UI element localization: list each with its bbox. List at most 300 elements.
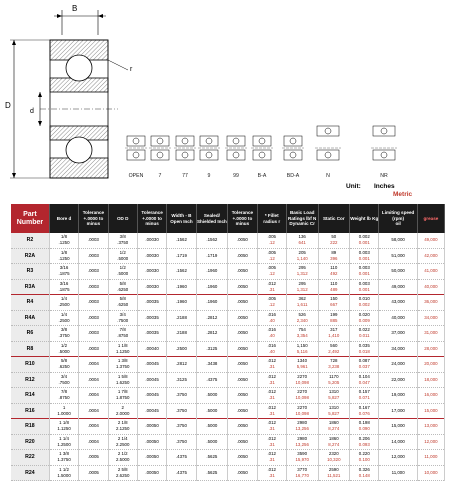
cell-value: .0003: [87, 237, 99, 243]
cell-width-sealed: [196, 341, 228, 357]
cell-value: 2 1/8: [117, 420, 128, 426]
cell-grease: [417, 434, 444, 450]
variant-icon-open: [125, 136, 147, 160]
cell-value: 0.001: [358, 271, 370, 277]
cell-value: 1/4: [60, 311, 68, 317]
cell-value: 0.148: [358, 472, 370, 478]
cell-tol-od: [137, 357, 166, 373]
cell-value: 18,000: [424, 376, 438, 382]
cell-tol-od: [137, 341, 166, 357]
header-dynamic: [286, 204, 318, 233]
header-bore: Bore d: [49, 204, 78, 233]
cell-value: .0050: [236, 376, 248, 382]
cell-value: .0003: [87, 314, 99, 320]
cell-fillet: [257, 295, 286, 311]
cell-static: [318, 388, 350, 404]
cell-od: [108, 279, 137, 295]
cell-weight: [350, 450, 379, 466]
cell-fillet: [257, 341, 286, 357]
cell-dynamic: [286, 326, 318, 342]
cell-bore: [49, 388, 78, 404]
cell-value: 1,312: [296, 286, 308, 292]
cell-width-sealed: [196, 388, 228, 404]
cell-od: [108, 357, 137, 373]
cell-fillet: [257, 419, 286, 435]
cell-value: 1310: [328, 389, 339, 395]
cell-width-sealed: [196, 295, 228, 311]
cell-value: 13,256: [295, 441, 309, 447]
cell-value: .00040: [145, 345, 159, 351]
cell-part: [11, 233, 49, 248]
cell-value: .0003: [87, 299, 99, 305]
cell-value: 885: [330, 317, 338, 323]
cell-value: .1960: [175, 299, 187, 305]
variant-icon-nr: [371, 126, 397, 160]
cell-tol-width: [228, 465, 257, 481]
cell-value: .2812: [206, 314, 218, 320]
cell-value: R3A: [24, 283, 36, 290]
cell-value: 1860: [328, 420, 339, 426]
cell-bore: [49, 341, 78, 357]
variant-icon-b-a: [251, 136, 273, 160]
cell-value: .2812: [206, 330, 218, 336]
cell-value: 0.018: [358, 348, 370, 354]
cell-value: 42,000: [424, 252, 438, 258]
cell-part: [11, 434, 49, 450]
header-grease: [417, 204, 444, 233]
cell-bore: [49, 419, 78, 435]
header-grease-label: grease: [423, 215, 439, 221]
cell-value: 58,000: [391, 237, 405, 243]
cell-tol-width: [228, 434, 257, 450]
cell-value: 0.326: [358, 466, 370, 472]
cell-static: [318, 279, 350, 295]
cell-value: .005: [267, 234, 276, 240]
cell-value: 0.022: [358, 327, 370, 333]
cell-fillet: [257, 372, 286, 388]
cell-static: [318, 233, 350, 248]
cell-value: 1.3750: [57, 457, 71, 463]
cell-width-open: [167, 372, 196, 388]
cell-value: .00030: [145, 283, 159, 289]
table-row: [11, 372, 445, 388]
cell-value: 0.104: [358, 373, 370, 379]
cell-tol-od: [137, 403, 166, 419]
cell-value: 0.220: [358, 451, 370, 457]
cell-weight: [350, 372, 379, 388]
cell-tol-width: [228, 450, 257, 466]
cell-width-sealed: [196, 233, 228, 248]
cell-tol-od: [137, 326, 166, 342]
cell-value: 7/8: [119, 327, 126, 333]
cell-value: .12: [268, 302, 275, 308]
cell-part: [11, 465, 49, 481]
cell-grease: [417, 372, 444, 388]
cell-tol-bore: [79, 419, 108, 435]
cell-value: 317: [330, 327, 338, 333]
cell-value: 560: [330, 342, 338, 348]
cell-value: .012: [267, 466, 276, 472]
cell-value: .3750: [175, 407, 187, 413]
cell-value: 1: [62, 404, 66, 410]
cell-value: 1.6250: [116, 379, 130, 385]
cell-tol-bore: [79, 403, 108, 419]
cell-oil: [379, 341, 417, 357]
cell-value: 17,000: [391, 407, 405, 413]
cell-value: .012: [267, 389, 276, 395]
cell-value: .1960: [206, 268, 218, 274]
cell-bore: [49, 357, 78, 373]
cell-oil: [379, 388, 417, 404]
cell-value: 1 1/8: [59, 420, 69, 426]
cell-fillet: [257, 233, 286, 248]
cell-part: [11, 388, 49, 404]
cell-value: 20,000: [424, 361, 438, 367]
cell-value: 0.002: [358, 234, 370, 240]
cell-bore: [49, 403, 78, 419]
cell-part: [11, 419, 49, 435]
cell-value: 51,000: [391, 252, 405, 258]
label-big-d: D: [5, 101, 11, 110]
cell-dynamic: [286, 233, 318, 248]
cell-width-sealed: [196, 403, 228, 419]
cell-value: .2188: [175, 330, 187, 336]
cell-value: 0.003: [358, 265, 370, 271]
table-row: [11, 310, 445, 326]
cell-value: 0.011: [358, 333, 370, 339]
cell-value: 10,000: [424, 469, 438, 475]
cell-width-sealed: [196, 450, 228, 466]
cell-value: 16,770: [295, 472, 309, 478]
cell-grease: [417, 248, 444, 264]
table-row: [11, 434, 445, 450]
cell-value: .00035: [145, 330, 159, 336]
cell-width-open: [167, 434, 196, 450]
cell-od: [108, 310, 137, 326]
cell-fillet: [257, 248, 286, 264]
cell-tol-bore: [79, 450, 108, 466]
cell-value: 49,000: [391, 283, 405, 289]
cell-value: 5/8: [119, 280, 126, 286]
cell-value: .1875: [58, 271, 70, 277]
cell-od: [108, 341, 137, 357]
cell-value: 5,116: [296, 348, 308, 354]
cell-value: 2,340: [296, 317, 308, 323]
cell-tol-width: [228, 341, 257, 357]
cell-value: .0005: [87, 454, 99, 460]
cell-value: 0.003: [358, 249, 370, 255]
cell-grease: [417, 357, 444, 373]
cell-tol-bore: [79, 434, 108, 450]
cell-value: .12: [268, 240, 275, 246]
cell-weight: [350, 388, 379, 404]
cell-value: 641: [298, 240, 306, 246]
cell-value: 489: [330, 286, 338, 292]
cell-value: R4A: [24, 314, 36, 321]
cell-value: .3125: [206, 345, 218, 351]
cell-value: .005: [267, 249, 276, 255]
cell-dynamic: [286, 248, 318, 264]
cell-width-sealed: [196, 465, 228, 481]
cell-value: 8,274: [328, 426, 340, 432]
cell-value: 1/8: [60, 234, 68, 240]
cell-value: .4375: [175, 469, 187, 475]
cell-part: [11, 357, 49, 373]
cell-value: .6250: [58, 364, 70, 370]
cell-tol-bore: [79, 357, 108, 373]
cell-width-sealed: [196, 326, 228, 342]
cell-value: .3750: [175, 423, 187, 429]
cell-tol-width: [228, 326, 257, 342]
header-open: [167, 204, 196, 233]
cell-value: 0.167: [358, 404, 370, 410]
cell-value: 0.001: [358, 240, 370, 246]
cell-value: 0.020: [358, 311, 370, 317]
cell-value: 1,150: [296, 342, 308, 348]
cell-static: [318, 357, 350, 373]
cell-tol-width: [228, 372, 257, 388]
cell-static: [318, 434, 350, 450]
cell-value: 1 3/8: [117, 358, 128, 364]
table-row: [11, 326, 445, 342]
header-weight: Weight lb Kg: [350, 204, 379, 233]
cell-value: 150: [330, 296, 338, 302]
cell-grease: [417, 310, 444, 326]
cell-value: 1 1/4: [59, 435, 69, 441]
cell-value: 41,000: [424, 268, 438, 274]
cell-value: .0004: [87, 361, 99, 367]
cell-value: .0003: [87, 330, 99, 336]
units-legend: [346, 183, 413, 199]
cell-grease: [417, 403, 444, 419]
cell-value: 0.001: [358, 286, 370, 292]
cell-value: 34,000: [424, 314, 438, 320]
cell-part: [11, 248, 49, 264]
cell-value: .40: [268, 317, 275, 323]
cell-value: 1,312: [296, 271, 308, 277]
cell-fillet: [257, 388, 286, 404]
cell-value: 2 1/2: [117, 451, 128, 457]
cell-value: .1562: [175, 268, 187, 274]
cell-value: 0.087: [358, 358, 370, 364]
cell-grease: [417, 419, 444, 435]
variant-label-n: N: [326, 173, 330, 179]
cell-value: 5/8: [119, 296, 126, 302]
variant-icon-99: [225, 136, 247, 160]
cell-value: 728: [330, 358, 338, 364]
cell-value: 205: [298, 249, 306, 255]
cell-value: 1 1/2: [59, 466, 69, 472]
cell-tol-od: [137, 248, 166, 264]
cell-value: .6250: [117, 302, 129, 308]
cell-weight: [350, 419, 379, 435]
cell-bore: [49, 372, 78, 388]
cell-od: [108, 295, 137, 311]
cell-value: 7/8: [60, 389, 68, 395]
cell-value: 3590: [297, 451, 308, 457]
cell-value: 5,827: [328, 410, 340, 416]
cell-value: .0003: [87, 345, 99, 351]
cell-value: 0.100: [358, 457, 370, 463]
cell-grease: [417, 465, 444, 481]
variant-icon-bd-a: [282, 136, 304, 160]
header-static: Static Cor: [318, 204, 350, 233]
cell-value: 2270: [297, 373, 308, 379]
cell-tol-width: [228, 310, 257, 326]
cell-value: .0004: [87, 423, 99, 429]
cell-oil: [379, 372, 417, 388]
cell-oil: [379, 419, 417, 435]
cell-tol-bore: [79, 310, 108, 326]
cell-value: .0050: [236, 299, 248, 305]
cell-value: 1.1250: [116, 348, 130, 354]
cell-value: .012: [267, 451, 276, 457]
cell-value: .0004: [87, 392, 99, 398]
units-label: Unit:: [346, 183, 361, 190]
cell-value: .31: [268, 364, 275, 370]
cell-value: 10,098: [295, 395, 309, 401]
cell-value: R12: [25, 376, 35, 383]
cell-value: .8750: [58, 395, 70, 401]
cell-bore: [49, 264, 78, 280]
cell-od: [108, 450, 137, 466]
cell-part: [11, 372, 49, 388]
cell-value: .5000: [206, 407, 218, 413]
cell-bore: [49, 310, 78, 326]
header-fillet: * Fillet radius r: [257, 204, 286, 233]
cell-weight: [350, 357, 379, 373]
cell-tol-od: [137, 450, 166, 466]
cell-dynamic: [286, 419, 318, 435]
cell-value: 1.3750: [116, 364, 130, 370]
variant-icon-77: [174, 136, 196, 160]
table-row: [11, 295, 445, 311]
cell-value: .00050: [145, 438, 159, 444]
cell-value: .3750: [175, 392, 187, 398]
variant-label-9: 9: [207, 173, 211, 179]
cell-value: 1.2500: [57, 441, 71, 447]
variant-label-nr: NR: [380, 173, 388, 179]
cell-value: 3,354: [296, 333, 308, 339]
cell-grease: [417, 279, 444, 295]
cell-value: R18: [25, 423, 35, 430]
cell-value: 43,000: [391, 299, 405, 305]
cell-value: 3/16: [59, 280, 69, 286]
cell-value: 2320: [328, 451, 339, 457]
cell-tol-bore: [79, 279, 108, 295]
cell-part: [11, 403, 49, 419]
cell-value: R14: [25, 392, 35, 399]
cell-value: 492: [330, 271, 338, 277]
cell-static: [318, 465, 350, 481]
cell-weight: [350, 403, 379, 419]
cell-part: [11, 295, 49, 311]
cell-value: 0.003: [358, 280, 370, 286]
header-speed: Limiting speed (rpm): [381, 210, 415, 221]
cell-value: 1 5/8: [117, 373, 128, 379]
cell-value: .0004: [87, 407, 99, 413]
cell-value: 2.1250: [116, 426, 130, 432]
cell-static: [318, 372, 350, 388]
cell-value: .2812: [175, 361, 187, 367]
cell-value: .016: [267, 327, 276, 333]
cell-value: .00050: [145, 423, 159, 429]
cell-width-open: [167, 357, 196, 373]
cell-value: .31: [268, 286, 275, 292]
cell-static: [318, 295, 350, 311]
cell-value: .12: [268, 271, 275, 277]
cell-static: [318, 310, 350, 326]
cell-value: .0050: [236, 454, 248, 460]
cell-tol-width: [228, 403, 257, 419]
bearing-variants: [125, 126, 397, 160]
cell-tol-bore: [79, 264, 108, 280]
cell-value: .0003: [87, 268, 99, 274]
header-sealed: Sealed/ Shielded Inch: [196, 204, 228, 233]
cell-width-sealed: [196, 310, 228, 326]
cell-value: .0050: [236, 252, 248, 258]
cell-oil: [379, 357, 417, 373]
cell-width-open: [167, 450, 196, 466]
cell-value: .2500: [58, 317, 70, 323]
cell-tol-bore: [79, 233, 108, 248]
cell-od: [108, 233, 137, 248]
cell-value: .0050: [236, 392, 248, 398]
cell-weight: [350, 279, 379, 295]
table-header: [11, 204, 445, 233]
cell-value: 1,410: [328, 333, 340, 339]
cell-value: .012: [267, 373, 276, 379]
cell-value: 22,000: [391, 376, 405, 382]
cell-oil: [379, 248, 417, 264]
cell-tol-bore: [79, 295, 108, 311]
cell-value: .012: [267, 420, 276, 426]
cell-value: .005: [267, 296, 276, 302]
cell-value: .5000: [206, 392, 218, 398]
cell-value: 1.0000: [57, 410, 71, 416]
cell-value: 1/2: [60, 342, 68, 348]
variant-label-77: 77: [182, 173, 188, 179]
cell-tol-width: [228, 264, 257, 280]
cell-value: 222: [330, 240, 338, 246]
cell-value: 0.206: [358, 435, 370, 441]
cell-width-open: [167, 341, 196, 357]
cell-value: 2.6250: [116, 472, 130, 478]
cell-static: [318, 403, 350, 419]
cell-value: .00050: [145, 454, 159, 460]
cell-value: 0.157: [358, 389, 370, 395]
cell-value: .3750: [117, 240, 129, 246]
cell-value: 396: [330, 255, 338, 261]
cell-oil: [379, 233, 417, 248]
cell-value: 1/2: [119, 249, 126, 255]
cell-value: 15,970: [295, 457, 309, 463]
cell-tol-od: [137, 264, 166, 280]
cell-tol-bore: [79, 372, 108, 388]
cell-fillet: [257, 465, 286, 481]
cell-value: .0050: [236, 314, 248, 320]
cell-value: .00045: [145, 361, 159, 367]
cell-value: 24,000: [391, 361, 405, 367]
cell-weight: [350, 326, 379, 342]
cell-width-sealed: [196, 419, 228, 435]
cell-value: 110: [330, 280, 338, 286]
cell-value: .5000: [58, 348, 70, 354]
cell-weight: [350, 248, 379, 264]
cell-value: 1310: [328, 404, 339, 410]
cell-value: 1/8: [60, 249, 68, 255]
cell-value: 11,000: [424, 454, 438, 460]
